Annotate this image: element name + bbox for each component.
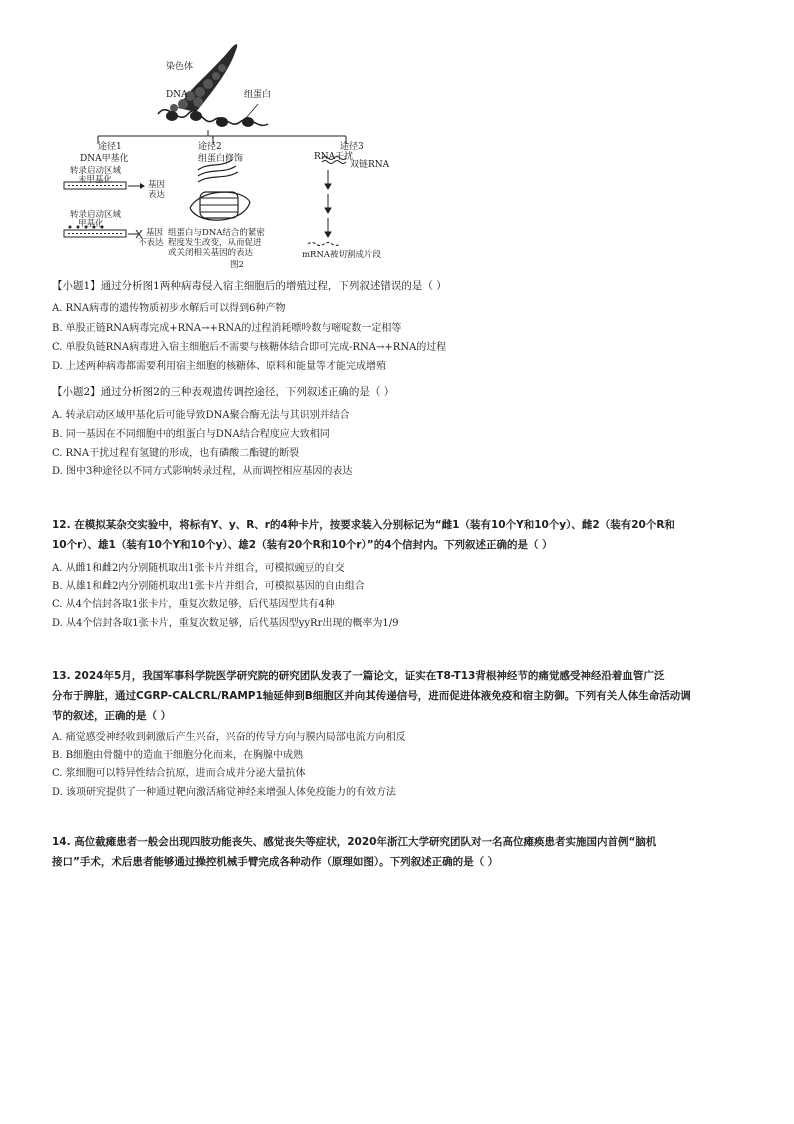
- figure-caption: 图2: [230, 260, 244, 270]
- rnai-arrows: [325, 170, 331, 237]
- sub2-option-c: C. RNA干扰过程有氢键的形成，也有磷酸二酯键的断裂: [52, 448, 300, 459]
- q12-stem-line2: 10个r）、雄1（装有10个Y和10个y）、雄2（装有20个R和10个r）”的4个信封内。下列叙述正确的是（ ）: [52, 539, 553, 551]
- p2-desc-line2: 程度发生改变，从而促进: [168, 238, 262, 248]
- sub2-option-b: B. 同一基因在不同细胞中的组蛋白与DNA结合程度应大致相同: [52, 429, 330, 440]
- path3-label: 途径3: [340, 142, 364, 152]
- path1-label: 途径1: [98, 142, 122, 152]
- q12-stem: [52, 515, 752, 555]
- p1-unmethylated-line1: 转录启动区域: [70, 166, 122, 176]
- sub1-option-a: A. RNA病毒的遗传物质初步水解后可以得到6种产物: [52, 303, 286, 314]
- p2-desc-line1: 组蛋白与DNA结合的紧密: [168, 228, 265, 238]
- p2-desc-line3: 或关闭相关基因的表达: [168, 248, 254, 258]
- sub2-option-a: A. 转录启动区域甲基化后可能导致DNA聚合酶无法与其识别并结合: [52, 410, 350, 421]
- chromosome-label: 染色体: [166, 62, 194, 72]
- histone-label: 组蛋白: [244, 90, 272, 100]
- rna-interference-title: RNA干扰: [314, 152, 354, 162]
- q14-stem-line2: 接口”手术，术后患者能够通过操控机械手臂完成各种动作（原理如图）。下列叙述正确的是（ ）: [52, 856, 499, 868]
- gene-not-expressed-line2: 不表达: [138, 238, 164, 248]
- q13-stem-line2: 分布于脾脏，通过CGRP-CALCRL/RAMP1轴延伸到B细胞区并向其传递信号，进而促进体液免疫和宿主防御。下列有关人体生命活动调: [52, 690, 691, 702]
- sub2-stem: 【小题2】通过分析图2的三种表观遗传调控途径，下列叙述正确的是（ ）: [52, 386, 395, 398]
- sub1-option-d: D. 上述两种病毒都需要利用宿主细胞的核糖体、原料和能量等才能完成增殖: [52, 361, 387, 372]
- q12-stem-line1: 12. 在模拟某杂交实验中，将标有Y、y、R、r的4种卡片，按要求装入分别标记为“雌1（装有10个Y和10个y）、雌2（装有20个R和: [52, 519, 675, 531]
- q14-stem: [52, 832, 752, 872]
- sub1-option-c: C. 单股负链RNA病毒进入宿主细胞后不需要与核糖体结合即可完成-RNA→+RNA的过程: [52, 342, 447, 353]
- q13-stem-line1: 13. 2024年5月，我国军事科学院医学研究院的研究团队发表了一篇论文，证实在T8-T13背根神经节的痛觉感受神经沿着血管广泛: [52, 670, 665, 682]
- histone-modification-title: 组蛋白修饰: [198, 154, 244, 164]
- histone-beads: [166, 111, 254, 127]
- q13-stem-line3: 节的叙述，正确的是（ ）: [52, 710, 172, 722]
- gene-expressed-line2: 表达: [148, 190, 166, 200]
- q13-stem: [52, 666, 752, 726]
- sub2-option-d: D. 图中3种途径以不同方式影响转录过程，从而调控相应基因的表达: [52, 466, 353, 477]
- q13-option-a: A. 痛觉感受神经收到刺激后产生兴奋，兴奋的传导方向与膜内局部电流方向相反: [52, 732, 406, 743]
- q13-option-d: D. 该项研究提供了一种通过靶向激活痛觉神经来增强人体免疫能力的有效方法: [52, 787, 397, 798]
- q14-stem-line1: 14. 高位截瘫患者一般会出现四肢功能丧失、感觉丧失等症状，2020年浙江大学研究团队对一名高位瘫痪患者实施国内首例“脑机: [52, 836, 657, 848]
- path2-label: 途径2: [198, 142, 222, 152]
- p1-methylated-line1: 转录启动区域: [70, 210, 122, 220]
- q12-option-d: D. 从4个信封各取1张卡片，重复次数足够，后代基因型yyRr出现的概率为1/9: [52, 618, 399, 629]
- dna-label: DNA: [166, 90, 188, 100]
- figure-2-epigenetics: [58, 30, 398, 275]
- sub1-stem: 【小题1】通过分析图1两种病毒侵入宿主细胞后的增殖过程，下列叙述错误的是（ ）: [52, 280, 447, 292]
- p1-methylated-line2: 甲基化: [78, 219, 104, 229]
- dna-methylation-title: DNA甲基化: [80, 154, 129, 164]
- p1-unmethylated-line2: 未甲基化: [78, 175, 113, 185]
- mrna-cut-label: mRNA被切割成片段: [302, 250, 382, 260]
- q13-option-b: B. B细胞由骨髓中的造血干细胞分化而来，在胸腺中成熟: [52, 750, 304, 761]
- histone-octamer: [190, 192, 250, 220]
- q13-option-c: C. 浆细胞可以特异性结合抗原，进而合成并分泌大量抗体: [52, 768, 306, 779]
- double-stranded-rna-label: 双链RNA: [350, 160, 390, 170]
- gene-not-expressed-line1: 基因: [146, 228, 164, 238]
- q12-option-c: C. 从4个信封各取1张卡片，重复次数足够，后代基因型共有4种: [52, 599, 335, 610]
- q12-option-b: B. 从雄1和雌2内分别随机取出1张卡片并组合，可模拟基因的自由组合: [52, 581, 365, 592]
- sub1-option-b: B. 单股正链RNA病毒完成+RNA→+RNA的过程消耗嘌呤数与嘧啶数一定相等: [52, 323, 402, 334]
- q12-option-a: A. 从雌1和雌2内分别随机取出1张卡片并组合，可模拟豌豆的自交: [52, 563, 345, 574]
- gene-expressed-line1: 基因: [148, 180, 166, 190]
